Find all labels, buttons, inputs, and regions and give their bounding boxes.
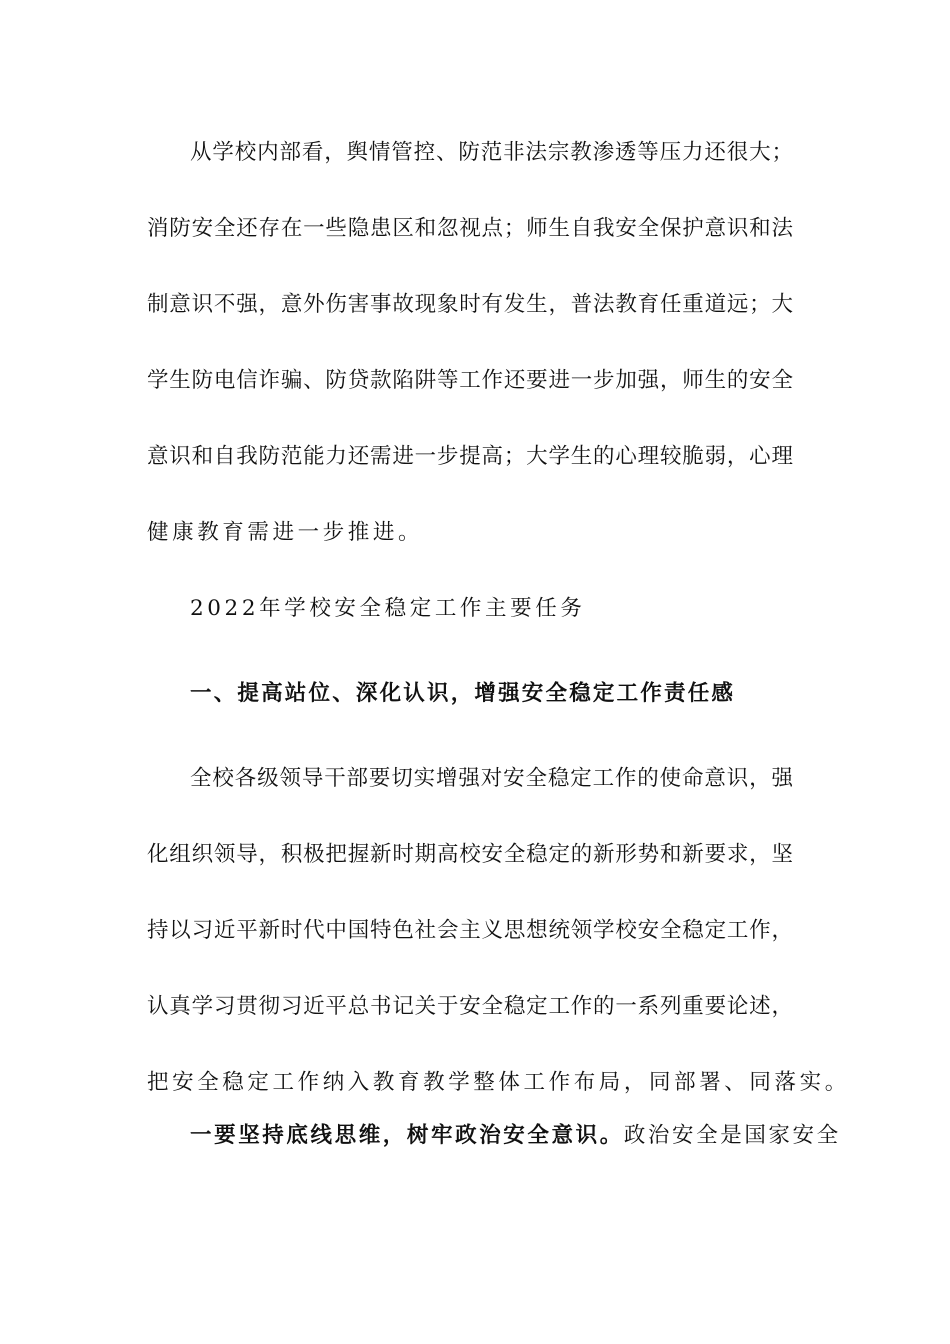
- text-line: 消防安全还存在一些隐患区和忽视点；师生自我安全保护意识和法: [147, 216, 793, 241]
- paragraph-campus-risks: [147, 115, 793, 571]
- text-line: 全校各级领导干部要切实增强对安全稳定工作的使命意识，强: [190, 766, 793, 791]
- text-line: 化组织领导，积极把握新时期高校安全稳定的新形势和新要求，坚: [147, 842, 793, 867]
- text-line: 制意识不强，意外伤害事故现象时有发生，普法教育任重道远；大: [147, 292, 793, 317]
- section-heading-1: 一、提高站位、深化认识，增强安全稳定工作责任感: [190, 681, 736, 706]
- text-line: 从学校内部看，舆情管控、防范非法宗教渗透等压力还很大；: [190, 140, 793, 165]
- text-line: 持以习近平新时代中国特色社会主义思想统领学校安全稳定工作，: [147, 918, 793, 943]
- body-text: 政治安全是国家安全: [623, 1123, 841, 1148]
- text-line: [147, 1098, 841, 1174]
- section-heading-block: [147, 656, 793, 732]
- bold-lead-text: 一要坚持底线思维，树牢政治安全意识。: [190, 1123, 624, 1148]
- paragraph-leadership: [147, 741, 850, 1121]
- text-line: 健康教育需进一步推进。: [147, 520, 424, 545]
- text-line: 把安全稳定工作纳入教育教学整体工作布局，同部署、同落实。: [147, 1070, 850, 1095]
- text-line: 学生防电信诈骗、防贷款陷阱等工作还要进一步加强，师生的安全: [147, 368, 793, 393]
- text-line: 意识和自我防范能力还需进一步提高；大学生的心理较脆弱，心理: [147, 444, 793, 469]
- paragraph-bottom-line: [147, 1098, 841, 1174]
- main-heading-block: [147, 571, 793, 647]
- text-line: 认真学习贯彻习近平总书记关于安全稳定工作的一系列重要论述，: [147, 994, 793, 1019]
- main-heading: 2022年学校安全稳定工作主要任务: [190, 596, 586, 621]
